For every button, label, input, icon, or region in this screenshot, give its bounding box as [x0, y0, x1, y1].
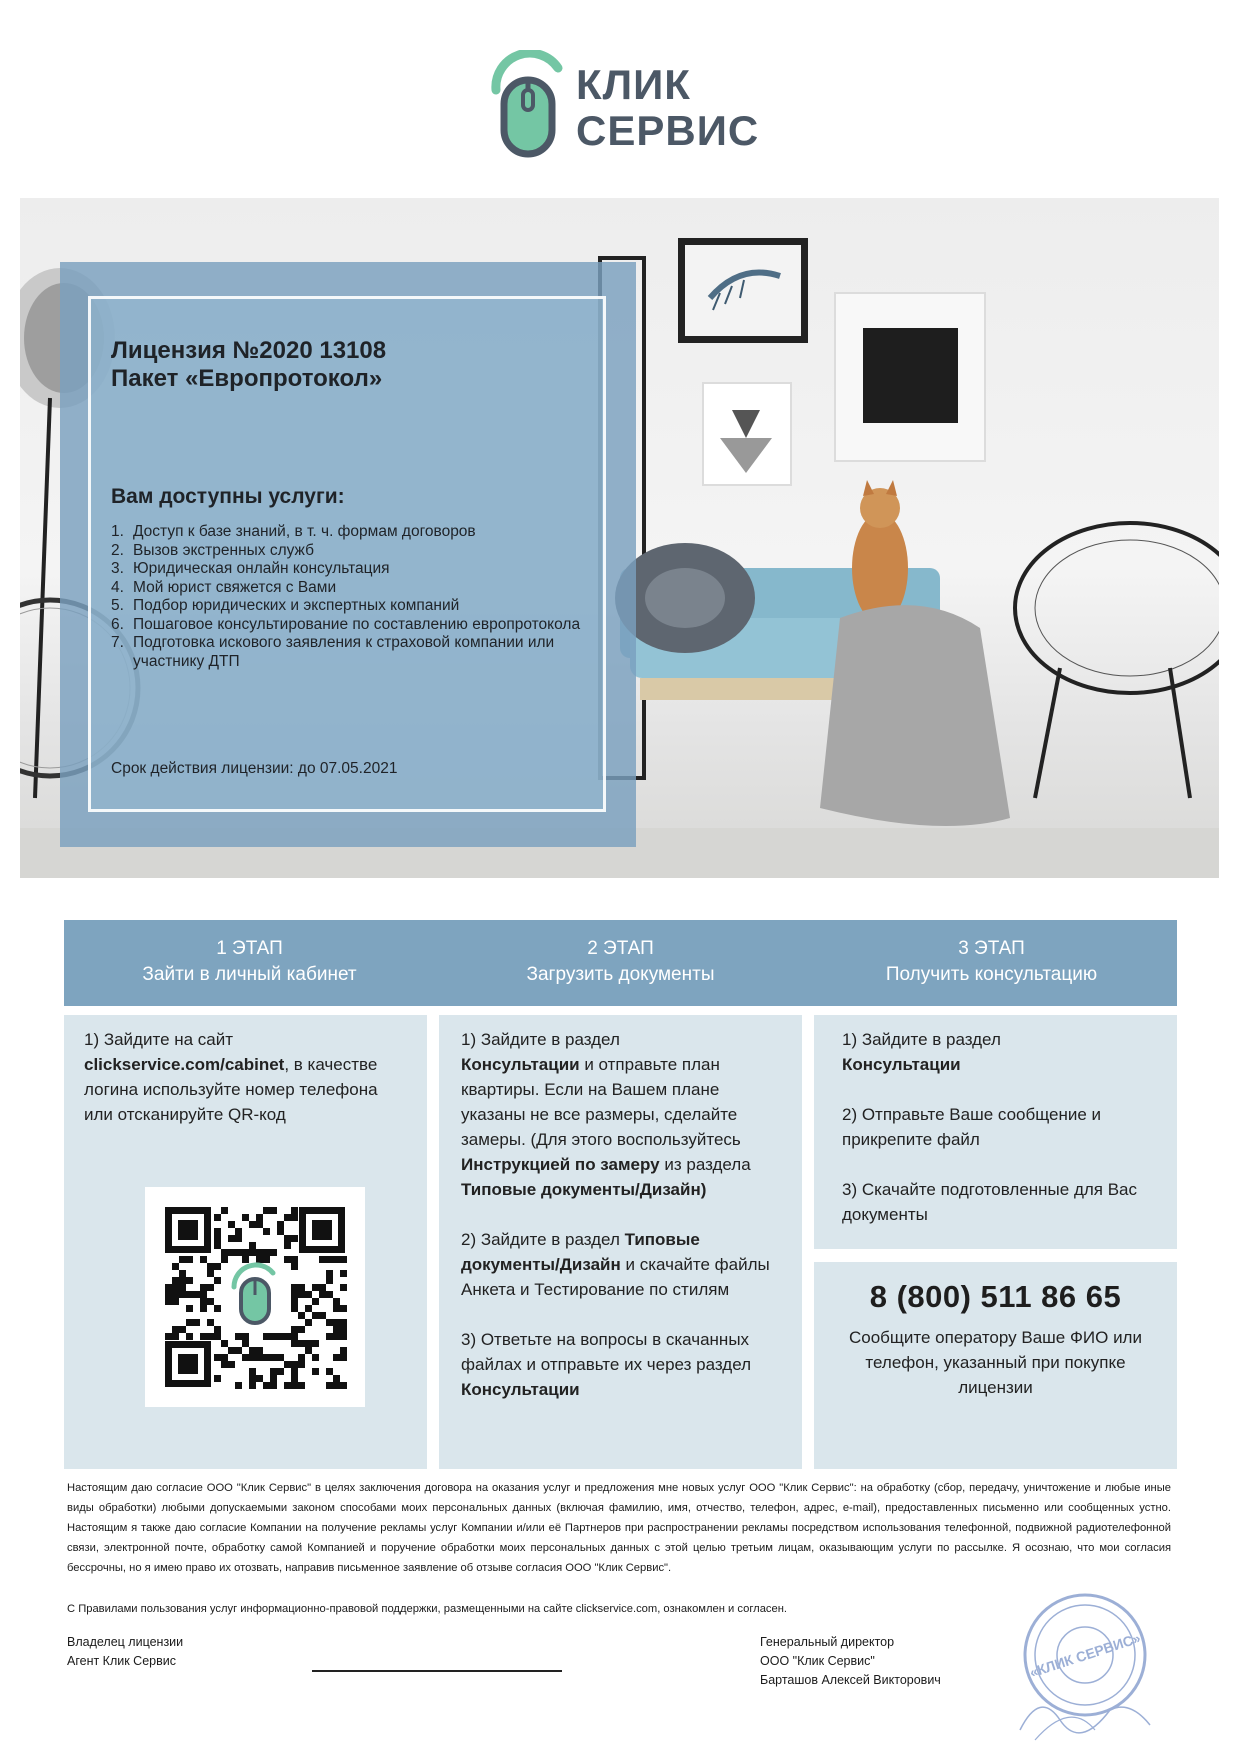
qr-module: [242, 1333, 249, 1340]
step-3-part-2: 2) Отправьте Ваше сообщение и прикрепите файл: [842, 1105, 1102, 1149]
qr-module: [277, 1354, 284, 1361]
qr-module: [340, 1326, 347, 1333]
qr-module: [179, 1291, 186, 1298]
qr-module: [326, 1319, 333, 1326]
qr-module: [256, 1375, 263, 1382]
qr-module: [200, 1298, 207, 1305]
service-item: 7. Подготовка искового заявления к страховой компании или участнику ДТП: [111, 634, 555, 670]
qr-module: [200, 1291, 207, 1298]
qr-module: [249, 1242, 256, 1249]
qr-module: [165, 1284, 172, 1291]
qr-module: [284, 1214, 291, 1221]
qr-module: [172, 1263, 179, 1270]
qr-module: [298, 1340, 305, 1347]
stamp-text: «КЛИК СЕРВИС»: [1027, 1629, 1143, 1681]
qr-module: [235, 1228, 242, 1235]
qr-module: [235, 1347, 242, 1354]
qr-module: [340, 1319, 347, 1326]
step-2-header: 2 ЭТАП Загрузить документы: [526, 938, 715, 985]
qr-module: [186, 1333, 193, 1340]
service-item: 2. Вызов экстренных служб: [111, 541, 314, 559]
qr-module: [172, 1277, 179, 1284]
step-3-part-1: 1) Зайдите в раздел Консультации: [842, 1030, 1001, 1074]
qr-module: [319, 1291, 326, 1298]
qr-module: [284, 1235, 291, 1242]
step-3-instructions: [814, 1015, 1177, 1249]
step-1-header: 1 ЭТАП Зайти в личный кабинет: [142, 938, 357, 985]
qr-module: [186, 1291, 193, 1298]
qr-module: [179, 1270, 186, 1277]
qr-module: [207, 1319, 214, 1326]
qr-module: [277, 1221, 284, 1228]
qr-module: [298, 1326, 305, 1333]
qr-module: [235, 1249, 242, 1256]
qr-module: [249, 1382, 256, 1389]
wall-frame-triangles: [703, 383, 791, 485]
step-3-part-3: 3) Скачайте подготовленные для Вас документы: [842, 1180, 1138, 1224]
consent-text: Настоящим даю согласие ООО "Клик Сервис" в целях заключения договора на оказания услуг и предложения мне новых услуг ООО "Клик Сервис": на обработку (сбор, передачу, уничтожение и любые иные виды обработки) любыми допускаемыми законом способами моих персональных данных (включая фамилию, имя, отчество, телефон, адрес, e-mail), предоставленных письменно или сообщенных устно. Настоящим я также даю согласие Компании на получение рекламы услуг Компании и/или её Партнеров при распространении рекламы посредством использования телефонной, подвижной радиотелефонной связи, электронной почте, обработку самой Компанией и поручение обработки моих персональных данных с этой целью третьим лицам, оказывающим услуги по рассылке. Я осознаю, что мои согласия бессрочны, но я имею право их отозвать, направив письменное заявление об отзыве согласия ООО "Клик Сервис".: [67, 1482, 1171, 1574]
qr-module: [249, 1375, 256, 1382]
qr-module: [214, 1242, 221, 1249]
qr-module: [333, 1375, 340, 1382]
qr-module: [200, 1284, 207, 1291]
qr-module: [256, 1214, 263, 1221]
qr-module: [256, 1221, 263, 1228]
qr-module: [291, 1368, 298, 1375]
qr-module: [326, 1256, 333, 1263]
qr-module: [291, 1340, 298, 1347]
qr-module: [291, 1284, 298, 1291]
qr-module: [312, 1284, 319, 1291]
company-stamp: [1000, 1580, 1165, 1745]
qr-module: [200, 1305, 207, 1312]
qr-module: [172, 1333, 179, 1340]
license-validity: Срок действия лицензии: до 07.05.2021: [111, 760, 398, 777]
qr-module: [186, 1319, 193, 1326]
step-2-part-2: 2) Зайдите в раздел Типовые документы/Дизайн и скачайте файлы Анкета и Тестирование по стилям: [461, 1230, 770, 1299]
qr-module: [284, 1361, 291, 1368]
qr-module: [242, 1214, 249, 1221]
qr-module: [326, 1382, 333, 1389]
qr-module: [214, 1214, 221, 1221]
qr-module: [277, 1368, 284, 1375]
qr-module: [298, 1312, 305, 1319]
qr-module: [333, 1256, 340, 1263]
service-item: 6. Пошаговое консультирование по составлению европротокола: [111, 615, 581, 633]
qr-module: [291, 1326, 298, 1333]
qr-module: [235, 1333, 242, 1340]
qr-module: [291, 1207, 298, 1214]
qr-module: [270, 1354, 277, 1361]
qr-module: [165, 1291, 172, 1298]
qr-module: [214, 1228, 221, 1235]
signature-line: [312, 1670, 562, 1672]
license-number: Лицензия №2020 13108: [111, 337, 387, 364]
qr-module: [284, 1333, 291, 1340]
owner-signature-block: Владелец лицензии Агент Клик Сервис: [67, 1635, 184, 1668]
qr-module: [214, 1333, 221, 1340]
qr-module: [333, 1382, 340, 1389]
steps-header: [64, 920, 1177, 1006]
qr-module: [186, 1256, 193, 1263]
qr-module: [256, 1354, 263, 1361]
qr-module: [228, 1221, 235, 1228]
qr-module: [249, 1221, 256, 1228]
services-heading: Вам доступны услуги:: [111, 485, 345, 508]
qr-module: [256, 1256, 263, 1263]
qr-module: [200, 1256, 207, 1263]
qr-module: [340, 1354, 347, 1361]
director-signature-block: Генеральный директор ООО "Клик Сервис" Барташов Алексей Викторович: [760, 1635, 941, 1687]
service-item: 3. Юридическая онлайн консультация: [111, 560, 390, 577]
qr-module: [172, 1326, 179, 1333]
qr-module: [333, 1354, 340, 1361]
qr-module: [263, 1354, 270, 1361]
qr-module: [249, 1249, 256, 1256]
qr-module: [333, 1333, 340, 1340]
qr-module: [270, 1249, 277, 1256]
qr-module: [263, 1228, 270, 1235]
qr-module: [305, 1319, 312, 1326]
logo-line-2: СЕРВИС: [576, 107, 760, 154]
wall-frame-dark-print: [835, 293, 985, 461]
qr-module: [298, 1382, 305, 1389]
qr-module: [333, 1326, 340, 1333]
qr-module: [340, 1270, 347, 1277]
qr-module: [312, 1354, 319, 1361]
qr-module: [270, 1368, 277, 1375]
qr-module: [214, 1263, 221, 1270]
qr-module: [270, 1375, 277, 1382]
qr-module: [221, 1207, 228, 1214]
qr-module: [277, 1228, 284, 1235]
qr-module: [172, 1291, 179, 1298]
qr-module: [319, 1312, 326, 1319]
qr-module: [256, 1347, 263, 1354]
qr-module: [165, 1333, 172, 1340]
qr-module: [172, 1298, 179, 1305]
qr-module: [305, 1340, 312, 1347]
qr-module: [340, 1305, 347, 1312]
license-card-inner: [88, 296, 606, 812]
blanket-image: [820, 605, 1010, 826]
phone-number[interactable]: 8 (800) 511 86 65: [869, 1279, 1122, 1314]
qr-module: [277, 1333, 284, 1340]
qr-module: [172, 1284, 179, 1291]
qr-module: [263, 1382, 270, 1389]
signature-scribble: [1020, 1707, 1150, 1733]
service-item: 1. Доступ к базе знаний, в т. ч. формам договоров: [111, 523, 476, 540]
company-logo: [488, 50, 778, 160]
qr-module: [249, 1368, 256, 1375]
qr-module: [340, 1333, 347, 1340]
qr-module: [256, 1249, 263, 1256]
qr-module: [179, 1256, 186, 1263]
qr-module: [186, 1305, 193, 1312]
qr-module: [242, 1256, 249, 1263]
qr-module: [298, 1291, 305, 1298]
qr-module: [228, 1347, 235, 1354]
qr-module: [214, 1277, 221, 1284]
qr-module: [312, 1340, 319, 1347]
qr-module: [340, 1347, 347, 1354]
qr-module: [214, 1375, 221, 1382]
qr-module: [291, 1305, 298, 1312]
qr-module: [165, 1298, 172, 1305]
qr-module: [305, 1305, 312, 1312]
qr-module: [333, 1305, 340, 1312]
qr-module: [242, 1340, 249, 1347]
qr-module: [291, 1361, 298, 1368]
qr-module: [221, 1354, 228, 1361]
wall-frame-feather: [678, 238, 808, 343]
qr-module: [235, 1382, 242, 1389]
qr-module: [312, 1298, 319, 1305]
qr-module: [186, 1277, 193, 1284]
qr-module: [326, 1291, 333, 1298]
qr-module: [235, 1235, 242, 1242]
qr-module: [326, 1333, 333, 1340]
qr-module: [228, 1235, 235, 1242]
qr-module: [179, 1284, 186, 1291]
qr-code[interactable]: [145, 1187, 365, 1407]
qr-module: [284, 1242, 291, 1249]
qr-module: [270, 1207, 277, 1214]
qr-module: [312, 1368, 319, 1375]
qr-module: [291, 1382, 298, 1389]
qr-module: [312, 1312, 319, 1319]
qr-module: [207, 1263, 214, 1270]
logo-line-1: КЛИК: [576, 61, 691, 108]
qr-module: [291, 1214, 298, 1221]
qr-module: [200, 1333, 207, 1340]
qr-module: [340, 1382, 347, 1389]
cabinet-link[interactable]: clickservice.com/cabinet: [84, 1055, 285, 1074]
qr-module: [263, 1249, 270, 1256]
qr-module: [207, 1284, 214, 1291]
qr-module: [270, 1333, 277, 1340]
qr-module: [319, 1284, 326, 1291]
qr-module: [221, 1340, 228, 1347]
qr-module: [242, 1249, 249, 1256]
qr-module: [207, 1270, 214, 1277]
rules-text: С Правилами пользования услуг информационно-правовой поддержки, размещенными на сайте clickservice.com, ознакомлен и согласен.: [67, 1603, 788, 1615]
qr-module: [284, 1256, 291, 1263]
qr-module: [193, 1291, 200, 1298]
step-1-instructions: 1) Зайдите на сайт clickservice.com/cabinet, в качестве логина используйте номер телефона или отсканируйте QR-код: [64, 1015, 427, 1469]
qr-module: [340, 1256, 347, 1263]
qr-module: [214, 1235, 221, 1242]
qr-module: [263, 1207, 270, 1214]
step-2-part-1: 1) Зайдите в раздел Консультации и отправьте план квартиры. Если на Вашем плане указаны не все размеры, сделайте замеры. (Для этого воспользуйтесь Инструкцией по замеру из раздела Типовые документы/Дизайн): [461, 1030, 751, 1199]
qr-module: [340, 1284, 347, 1291]
qr-module: [221, 1256, 228, 1263]
cat-image: [852, 480, 908, 623]
qr-module: [305, 1291, 312, 1298]
qr-module: [291, 1333, 298, 1340]
qr-module: [333, 1298, 340, 1305]
qr-module: [179, 1277, 186, 1284]
qr-module: [326, 1270, 333, 1277]
qr-module: [249, 1354, 256, 1361]
qr-module: [291, 1263, 298, 1270]
qr-module: [291, 1235, 298, 1242]
step-3-header: 3 ЭТАП Получить консультацию: [885, 938, 1098, 985]
qr-module: [333, 1319, 340, 1326]
qr-module: [319, 1256, 326, 1263]
qr-module: [242, 1354, 249, 1361]
qr-module: [291, 1256, 298, 1263]
qr-module: [270, 1382, 277, 1389]
qr-module: [326, 1277, 333, 1284]
qr-module: [221, 1249, 228, 1256]
qr-module: [326, 1368, 333, 1375]
qr-module: [284, 1382, 291, 1389]
qr-module: [263, 1333, 270, 1340]
qr-module: [249, 1347, 256, 1354]
qr-module: [214, 1354, 221, 1361]
qr-module: [298, 1361, 305, 1368]
qr-module: [214, 1305, 221, 1312]
qr-module: [291, 1375, 298, 1382]
qr-module: [207, 1298, 214, 1305]
service-item: 4. Мой юрист свяжется с Вами: [111, 578, 337, 596]
qr-module: [298, 1354, 305, 1361]
license-card: [60, 262, 636, 847]
qr-module: [221, 1361, 228, 1368]
service-item: 5. Подбор юридических и экспертных компаний: [111, 597, 460, 614]
qr-module: [228, 1249, 235, 1256]
qr-module: [193, 1319, 200, 1326]
step-2-instructions: [439, 1015, 802, 1469]
qr-module: [305, 1347, 312, 1354]
qr-module: [207, 1333, 214, 1340]
phone-note: Сообщите оператору Ваше ФИО или телефон, указанный при покупке лицензии: [849, 1328, 1142, 1397]
qr-module: [298, 1284, 305, 1291]
chair-image: [1015, 523, 1219, 798]
mouse-logo-icon: [488, 50, 570, 160]
qr-module: [214, 1326, 221, 1333]
contact-box: [814, 1262, 1177, 1469]
qr-module: [179, 1326, 186, 1333]
logo-wordmark: [576, 62, 759, 154]
license-package: Пакет «Европротокол»: [111, 365, 383, 392]
services-list: [111, 523, 585, 671]
qr-module: [291, 1298, 298, 1305]
qr-module: [228, 1361, 235, 1368]
step-2-part-3: 3) Ответьте на вопросы в скачанных файлах и отправьте их через раздел Консультации: [461, 1330, 752, 1399]
qr-module: [263, 1256, 270, 1263]
qr-module: [291, 1291, 298, 1298]
